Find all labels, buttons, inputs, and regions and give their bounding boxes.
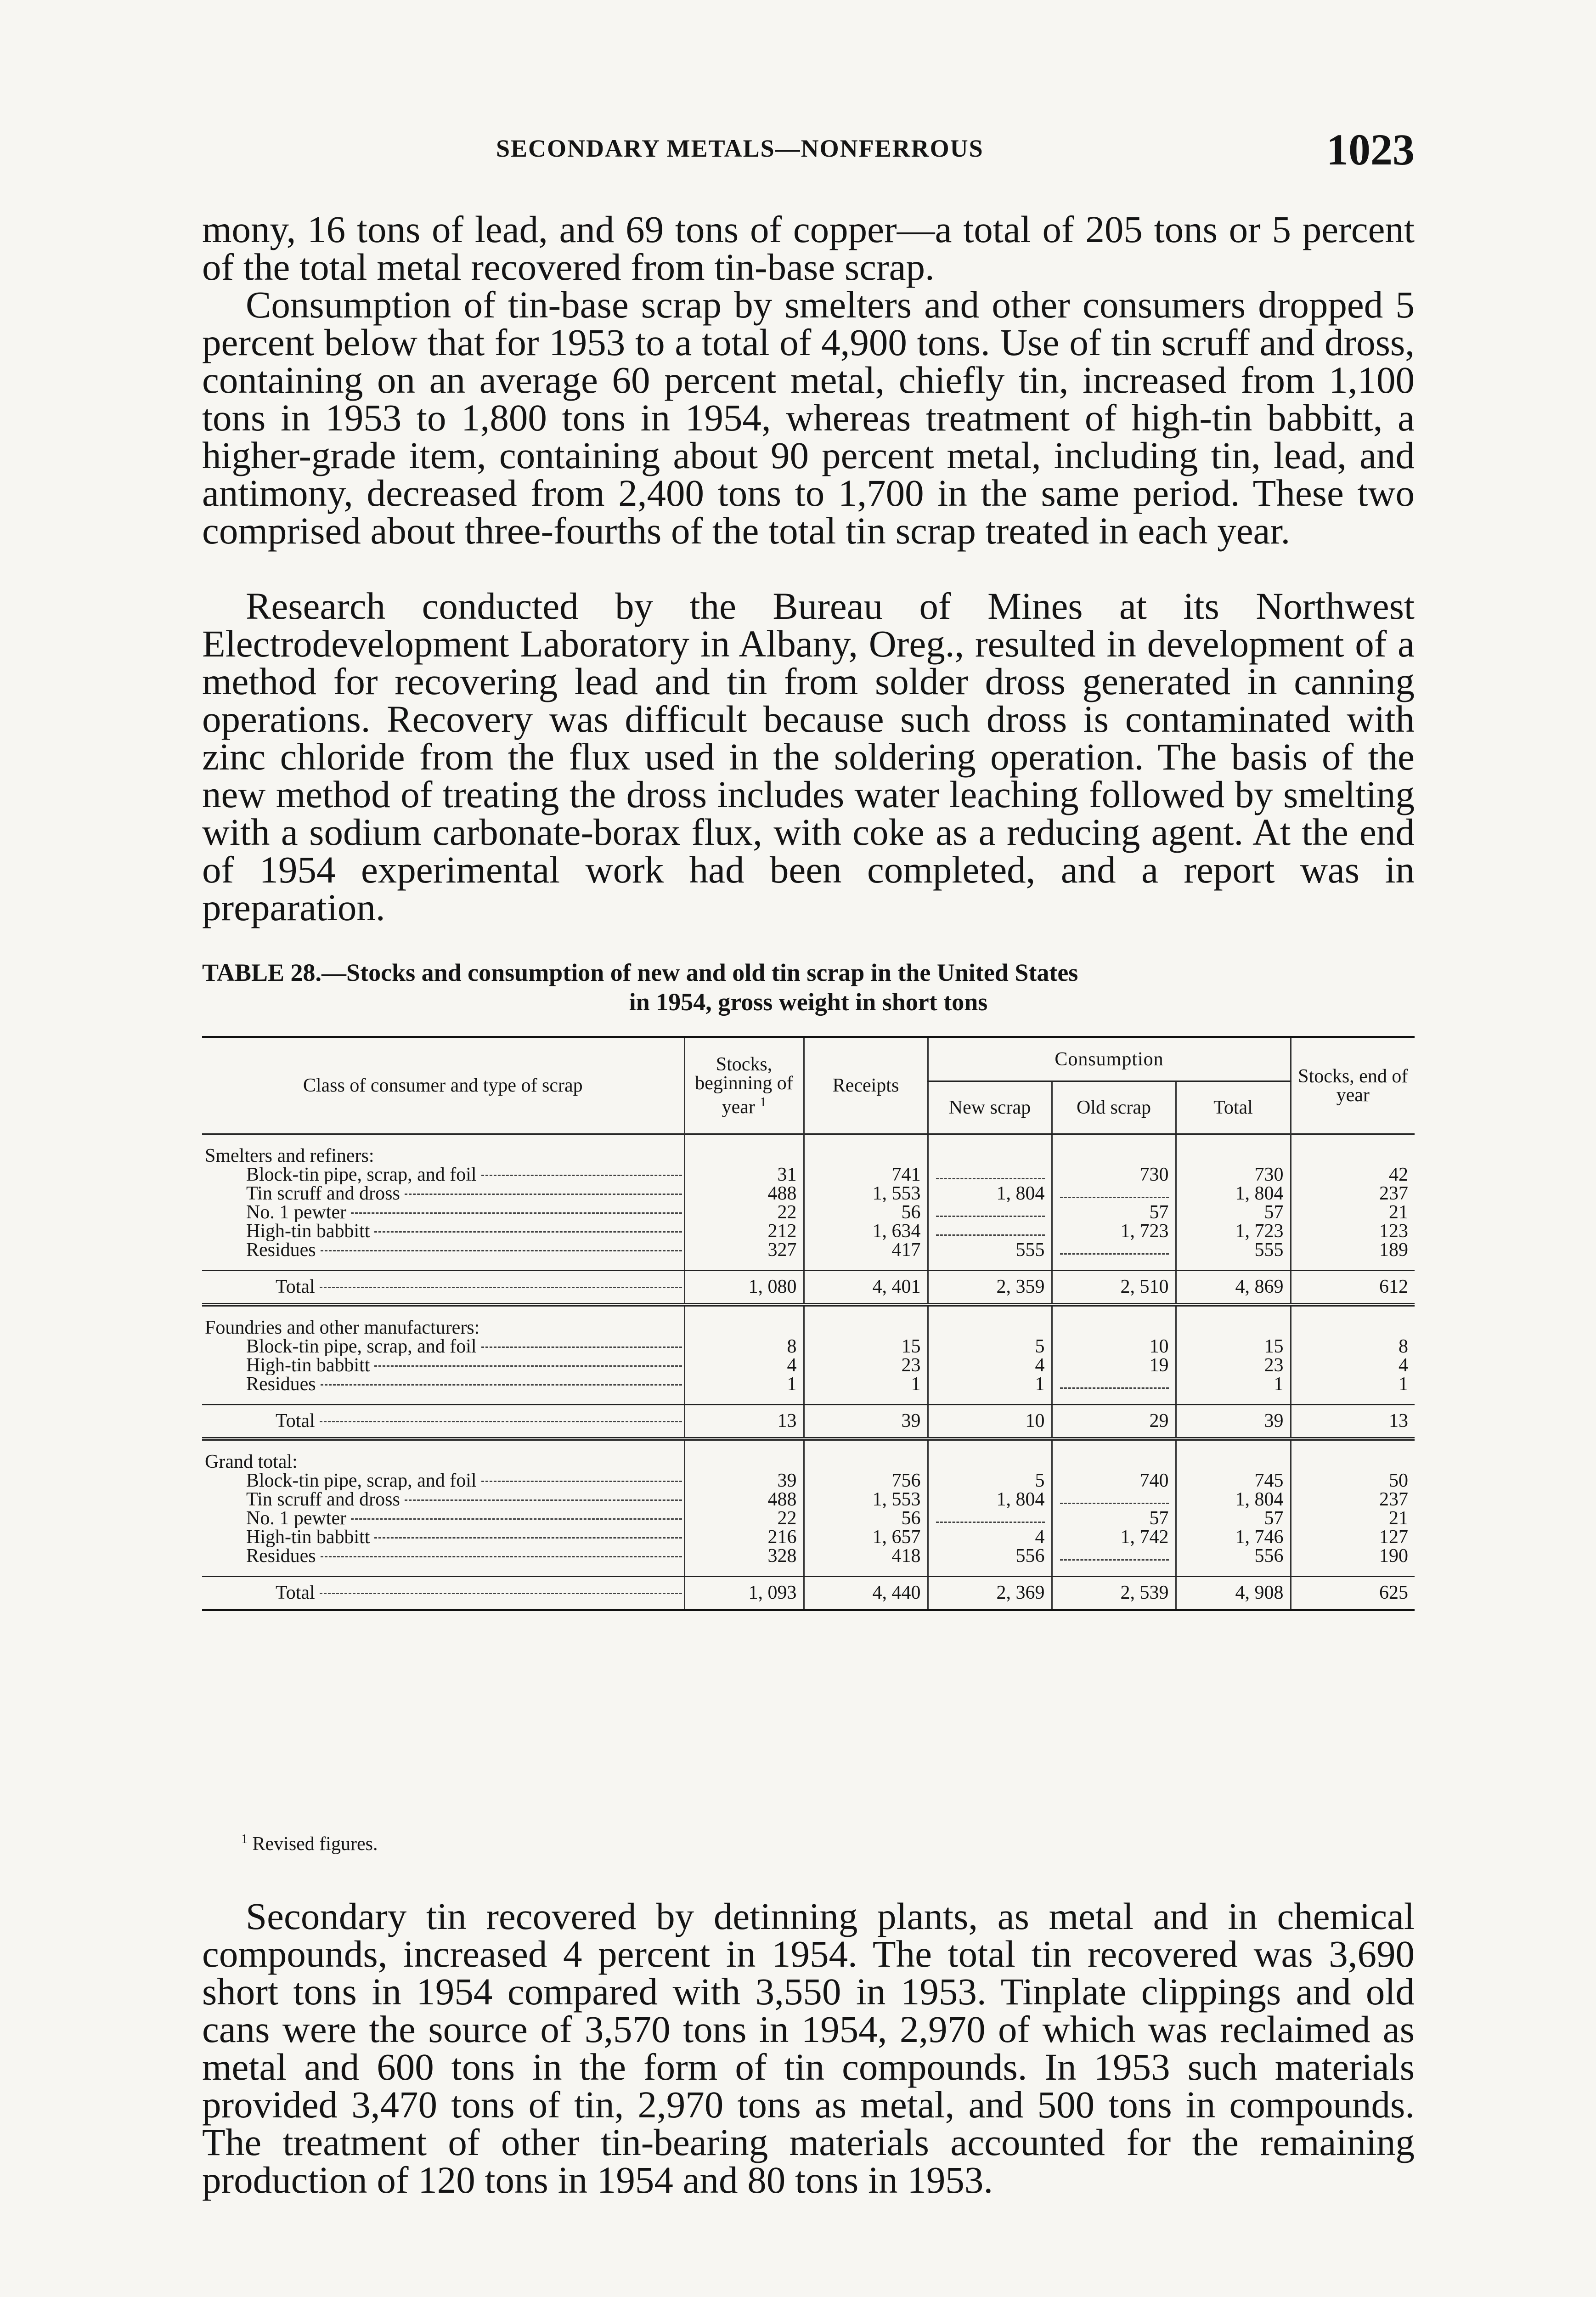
- table-cell: 4: [684, 1356, 804, 1375]
- table-cell: 189: [1291, 1241, 1415, 1260]
- paragraph-detinning: Secondary tin recovered by detinning plants, as metal and in chemical compounds, increased 4 percent in 1954. The total tin recovered was 3,690 short tons in 1954 compared with 3,550 in 1953. Tinplate clippings and old cans were the source of 3,570 tons in 1954, 2,970 of which was reclaimed as metal and 600 tons in the form of tin compounds. In 1953 such materials provided 3,470 tons of tin, 2,970 tons as metal, and 500 tons in compounds. The treatment of other tin-bearing materials accounted for the remaining production of 120 tons in 1954 and 80 tons in 1953.: [202, 1895, 1415, 2201]
- table-cell: 488: [684, 1490, 804, 1509]
- table-cell: 57: [1052, 1203, 1176, 1222]
- table-cell: 56: [804, 1509, 928, 1528]
- total-cell: 29: [1052, 1405, 1176, 1439]
- total-cell: 4, 401: [804, 1271, 928, 1305]
- table-cell: [928, 1165, 1052, 1184]
- table-row: [202, 1528, 1415, 1547]
- table-cell: 22: [684, 1203, 804, 1222]
- table-cell: 556: [928, 1547, 1052, 1566]
- table-caption-title: TABLE 28.—Stocks and consumption of new and old tin scrap in the United States: [202, 959, 1078, 986]
- col-stocks-end: Stocks, end of year: [1291, 1037, 1415, 1134]
- table-cell: 1, 804: [1176, 1490, 1291, 1509]
- row-label: High-tin babbitt: [202, 1528, 684, 1547]
- table-row: [202, 1471, 1415, 1490]
- table-row: [202, 1184, 1415, 1203]
- total-cell: 2, 359: [928, 1271, 1052, 1305]
- table-row: [202, 1509, 1415, 1528]
- table-cell: 1, 723: [1052, 1222, 1176, 1241]
- table-cell: 1: [1291, 1375, 1415, 1394]
- table-cell: 212: [684, 1222, 804, 1241]
- total-cell: 2, 539: [1052, 1577, 1176, 1610]
- table-cell: 4: [1291, 1356, 1415, 1375]
- row-label: High-tin babbitt: [202, 1356, 684, 1375]
- row-label: High-tin babbitt: [202, 1222, 684, 1241]
- total-cell: 2, 510: [1052, 1271, 1176, 1305]
- row-label: Block-tin pipe, scrap, and foil: [202, 1471, 684, 1490]
- table-caption: [202, 958, 1415, 1017]
- total-cell: 39: [804, 1405, 928, 1439]
- table-cell: 740: [1052, 1471, 1176, 1490]
- table-cell: 21: [1291, 1509, 1415, 1528]
- table-cell: 418: [804, 1547, 928, 1566]
- row-label: Tin scruff and dross: [202, 1184, 684, 1203]
- table-cell: 56: [804, 1203, 928, 1222]
- col-stocks-begin: Stocks, beginning of year $^1$: [684, 1037, 804, 1134]
- table-cell: 745: [1176, 1471, 1291, 1490]
- table-cell: 23: [1176, 1356, 1291, 1375]
- col-consumption: Consumption: [928, 1037, 1291, 1081]
- table-cell: 488: [684, 1184, 804, 1203]
- table-total-row: [202, 1271, 1415, 1305]
- table-cell: 4: [928, 1528, 1052, 1547]
- table-row: [202, 1547, 1415, 1566]
- section-heading: Foundries and other manufacturers:: [205, 1317, 480, 1338]
- total-cell: 1, 080: [684, 1271, 804, 1305]
- table-row: [202, 1490, 1415, 1509]
- table-cell: [1052, 1184, 1176, 1203]
- table-cell: [1052, 1241, 1176, 1260]
- table-cell: 8: [1291, 1337, 1415, 1356]
- table-cell: 23: [804, 1356, 928, 1375]
- table-cell: [928, 1222, 1052, 1241]
- paragraph-consumption: Consumption of tin-base scrap by smelters and other consumers dropped 5 percent below that for 1953 to a total of 4,900 tons. Use of tin scruff and dross, containing on an average 60 percent metal, chiefly tin, increased from 1,100 tons in 1953 to 1,800 tons in 1954, whereas treatment of high-tin babbitt, a higher-grade item, containing about 90 percent metal, including tin, lead, and antimony, decreased from 2,400 tons to 1,700 in the same period. These two comprised about three-fourths of the total tin scrap treated in each year.: [202, 283, 1415, 552]
- total-cell: 1, 093: [684, 1577, 804, 1610]
- table-cell: 216: [684, 1528, 804, 1547]
- table-cell: 5: [928, 1337, 1052, 1356]
- table-cell: [928, 1509, 1052, 1528]
- table-cell: 5: [928, 1471, 1052, 1490]
- total-cell: 625: [1291, 1577, 1415, 1610]
- table-cell: 190: [1291, 1547, 1415, 1566]
- stocks-consumption-table: [202, 1036, 1415, 1611]
- row-label: Residues: [202, 1547, 684, 1566]
- table-cell: 237: [1291, 1184, 1415, 1203]
- table-cell: [1052, 1375, 1176, 1394]
- total-cell: 13: [1291, 1405, 1415, 1439]
- row-label: Residues: [202, 1375, 684, 1394]
- running-title: SECONDARY METALS—NONFERROUS: [496, 135, 984, 162]
- table-cell: 123: [1291, 1222, 1415, 1241]
- table-cell: 8: [684, 1337, 804, 1356]
- table-cell: 1, 553: [804, 1184, 928, 1203]
- table-cell: 4: [928, 1356, 1052, 1375]
- total-cell: 2, 369: [928, 1577, 1052, 1610]
- table-cell: 556: [1176, 1547, 1291, 1566]
- paragraph-continuation: mony, 16 tons of lead, and 69 tons of copper—a total of 205 tons or 5 percent of the total metal recovered from tin-base scrap.: [202, 208, 1415, 288]
- row-label: Block-tin pipe, scrap, and foil: [202, 1337, 684, 1356]
- table-row: [202, 1222, 1415, 1241]
- table-cell: 57: [1176, 1509, 1291, 1528]
- total-cell: 13: [684, 1405, 804, 1439]
- total-cell: 4, 908: [1176, 1577, 1291, 1610]
- table-total-row: [202, 1577, 1415, 1610]
- table-cell: 15: [804, 1337, 928, 1356]
- section-heading-row: [202, 1305, 1415, 1337]
- table-cell: 555: [928, 1241, 1052, 1260]
- table-cell: 1: [684, 1375, 804, 1394]
- total-label: Total: [202, 1577, 684, 1610]
- table-cell: 1, 553: [804, 1490, 928, 1509]
- table-cell: 15: [1176, 1337, 1291, 1356]
- total-cell: 4, 869: [1176, 1271, 1291, 1305]
- table-cell: 1: [804, 1375, 928, 1394]
- table-cell: 327: [684, 1241, 804, 1260]
- table-cell: [928, 1203, 1052, 1222]
- table-footnote: [241, 1832, 378, 1855]
- table-total-row: [202, 1405, 1415, 1439]
- total-label: Total: [202, 1405, 684, 1439]
- table-cell: 127: [1291, 1528, 1415, 1547]
- total-cell: 612: [1291, 1271, 1415, 1305]
- section-heading: Smelters and refiners:: [205, 1145, 374, 1166]
- table-cell: 1, 723: [1176, 1222, 1291, 1241]
- col-total: Total: [1176, 1081, 1291, 1134]
- row-label: No. 1 pewter: [202, 1203, 684, 1222]
- row-label: Block-tin pipe, scrap, and foil: [202, 1165, 684, 1184]
- col-new-scrap: New scrap: [928, 1081, 1052, 1134]
- table-cell: [1052, 1490, 1176, 1509]
- table-cell: 1, 804: [1176, 1184, 1291, 1203]
- table-cell: 730: [1052, 1165, 1176, 1184]
- page-number: 1023: [1326, 125, 1415, 174]
- table-cell: 730: [1176, 1165, 1291, 1184]
- table-body: [202, 1135, 1415, 1610]
- row-label: Residues: [202, 1241, 684, 1260]
- table-cell: 10: [1052, 1337, 1176, 1356]
- table-cell: 50: [1291, 1471, 1415, 1490]
- footnote-mark: 1: [241, 1832, 248, 1846]
- row-label: No. 1 pewter: [202, 1509, 684, 1528]
- total-cell: 10: [928, 1405, 1052, 1439]
- table-cell: 22: [684, 1509, 804, 1528]
- col-receipts: Receipts: [804, 1037, 928, 1134]
- table-cell: 756: [804, 1471, 928, 1490]
- total-cell: 4, 440: [804, 1577, 928, 1610]
- table-cell: 1, 746: [1176, 1528, 1291, 1547]
- table-row: [202, 1356, 1415, 1375]
- table-cell: 21: [1291, 1203, 1415, 1222]
- row-label: Tin scruff and dross: [202, 1490, 684, 1509]
- table-cell: 19: [1052, 1356, 1176, 1375]
- table-cell: 31: [684, 1165, 804, 1184]
- table-row: [202, 1165, 1415, 1184]
- table-cell: 39: [684, 1471, 804, 1490]
- page-header: [202, 124, 1415, 179]
- col-class: Class of consumer and type of scrap: [303, 1075, 583, 1096]
- table-row: [202, 1337, 1415, 1356]
- table-caption-subtitle: in 1954, gross weight in short tons: [629, 988, 988, 1016]
- table-cell: 1, 742: [1052, 1528, 1176, 1547]
- footnote-ref: 1: [760, 1095, 767, 1109]
- section-heading-row: [202, 1439, 1415, 1471]
- col-old-scrap: Old scrap: [1052, 1081, 1176, 1134]
- table-cell: 1, 634: [804, 1222, 928, 1241]
- table-cell: 1, 804: [928, 1490, 1052, 1509]
- footnote-text: Revised figures.: [252, 1833, 378, 1855]
- table-cell: 1, 804: [928, 1184, 1052, 1203]
- table-row: [202, 1203, 1415, 1222]
- table-cell: 57: [1052, 1509, 1176, 1528]
- section-heading-row: [202, 1135, 1415, 1165]
- total-label: Total: [202, 1271, 684, 1305]
- table-row: [202, 1375, 1415, 1394]
- table-cell: 237: [1291, 1490, 1415, 1509]
- table-row: [202, 1241, 1415, 1260]
- section-heading: Grand total:: [205, 1451, 298, 1472]
- table-cell: 42: [1291, 1165, 1415, 1184]
- table-cell: [1052, 1547, 1176, 1566]
- table-cell: 1, 657: [804, 1528, 928, 1547]
- table-cell: 1: [1176, 1375, 1291, 1394]
- table-cell: 741: [804, 1165, 928, 1184]
- table-cell: 328: [684, 1547, 804, 1566]
- paragraph-research: Research conducted by the Bureau of Mines at its Northwest Electrodevelopment Laboratory in Albany, Oreg., resulted in development of a method for recovering lead and tin from solder dross generated in canning operations. Recovery was difficult because such dross is contaminated with zinc chloride from the flux used in the soldering operation. The basis of the new method of treating the dross includes water leaching followed by smelting with a sodium carbonate-borax flux, with coke as a reducing agent. At the end of 1954 experimental work had been completed, and a report was in preparation.: [202, 585, 1415, 928]
- table-cell: 57: [1176, 1203, 1291, 1222]
- table-cell: 417: [804, 1241, 928, 1260]
- total-cell: 39: [1176, 1405, 1291, 1439]
- table-cell: 1: [928, 1375, 1052, 1394]
- table-cell: 555: [1176, 1241, 1291, 1260]
